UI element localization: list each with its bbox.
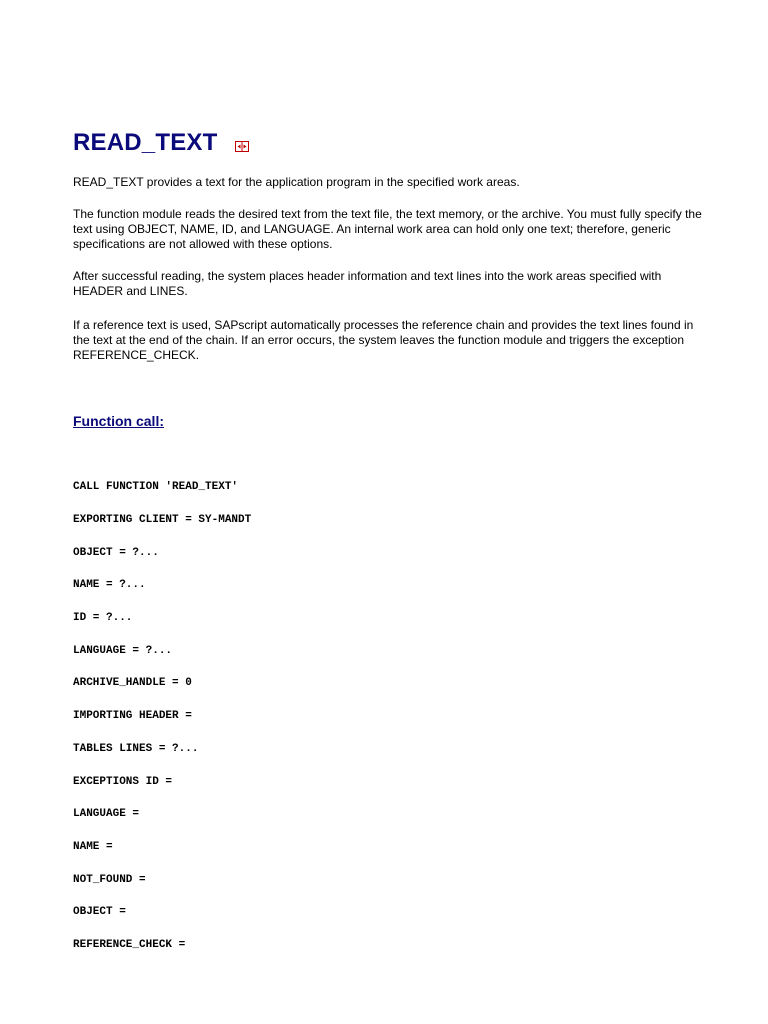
- code-line: OBJECT = ?...: [73, 547, 159, 559]
- code-line: NOT_FOUND =: [73, 874, 146, 886]
- code-line: NAME = ?...: [73, 579, 146, 591]
- reading-paragraph: After successful reading, the system places header information and text lines into the work areas specified with HEADER and LINES.: [73, 269, 662, 298]
- code-line: OBJECT =: [73, 906, 126, 918]
- code-line: IMPORTING HEADER =: [73, 710, 192, 722]
- intro-paragraph: READ_TEXT provides a text for the application program in the specified work areas.: [73, 175, 520, 189]
- title-row: [73, 127, 249, 159]
- code-line: LANGUAGE = ?...: [73, 645, 173, 657]
- code-line: LANGUAGE =: [73, 808, 140, 820]
- expand-collapse-icon[interactable]: [235, 141, 249, 152]
- code-line: REFERENCE_CHECK =: [73, 939, 186, 951]
- code-line: ARCHIVE_HANDLE = 0: [73, 677, 192, 689]
- reference-paragraph: If a reference text is used, SAPscript automatically processes the reference chain and provides the text lines found in the text at the end of the chain. If an error occurs, the system leaves the function module and triggers the exception REFERENCE_CHECK.: [73, 318, 694, 362]
- code-line: NAME =: [73, 841, 113, 853]
- description-paragraph: The function module reads the desired text from the text file, the text memory, or the archive. You must fully specify the text using OBJECT, NAME, ID, and LANGUAGE. An internal work area can hold only one text; therefore, generic specifications are not allowed with these options.: [73, 207, 702, 251]
- code-line: EXCEPTIONS ID =: [73, 776, 173, 788]
- page-title: READ_TEXT: [73, 129, 218, 156]
- code-line: ID = ?...: [73, 612, 133, 624]
- code-line: TABLES LINES = ?...: [73, 743, 199, 755]
- section-title-function-call[interactable]: Function call:: [73, 413, 164, 429]
- code-line: CALL FUNCTION 'READ_TEXT': [73, 481, 239, 493]
- code-line: EXPORTING CLIENT = SY-MANDT: [73, 514, 252, 526]
